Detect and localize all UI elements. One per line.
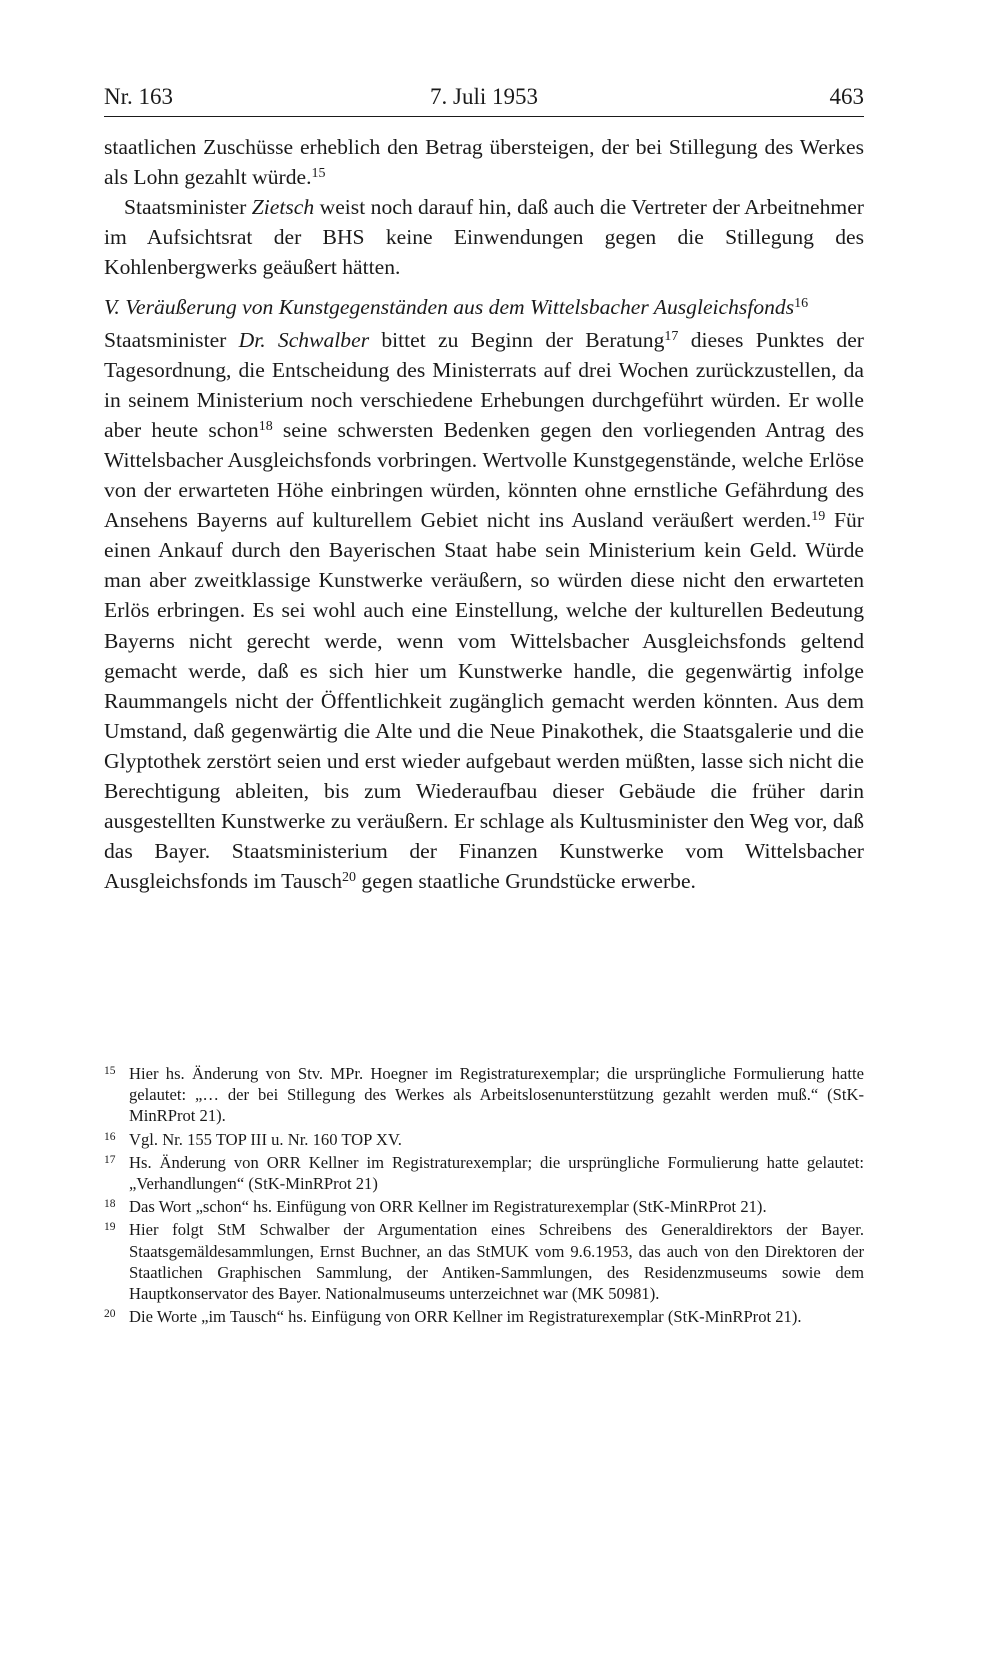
paragraph-1: staatlichen Zuschüsse erheblich den Betrag übersteigen, der bei Stillegung des Werkes als Lohn gezahlt würde.$^{15}$ bbox=[104, 135, 864, 190]
footnote-text: Das Wort „schon“ hs. Einfügung von ORR Kellner im Registraturexemplar (StK-MinRProt 21). bbox=[129, 1197, 767, 1217]
footnote-ref-20[interactable]: 20 bbox=[342, 870, 356, 886]
footnote-ref-18[interactable]: 18 bbox=[258, 418, 273, 434]
body-text bbox=[104, 132, 864, 896]
footnotes bbox=[104, 1063, 864, 1329]
footnote-ref-19[interactable]: 19 bbox=[811, 509, 826, 525]
footnote-19 bbox=[104, 1219, 864, 1304]
paragraph-2: Staatsminister Zietsch weist noch darauf hin, daß auch die Vertreter der Arbeitnehmer im Aufsichtsrat der BHS keine Einwendungen gegen die Stillegung des Kohlenbergwerks geäußert hätten. bbox=[104, 195, 864, 280]
footnote-17 bbox=[104, 1152, 864, 1194]
footnote-text: Hs. Änderung von ORR Kellner im Registraturexemplar; die ursprüngliche Formulierung hatte gelautet: „Verhandlungen“ (StK-MinRProt 21) bbox=[129, 1152, 864, 1194]
footnote-ref-17[interactable]: 17 bbox=[664, 328, 679, 344]
footnote-number: 17 bbox=[104, 1153, 116, 1166]
footnote-number: 15 bbox=[104, 1065, 116, 1077]
section-heading: V. Veräußerung von Kunstgegenständen aus dem Wittelsbacher Ausgleichsfonds$^{16}$ bbox=[104, 295, 809, 320]
document-date: 7. Juli 1953 bbox=[430, 84, 538, 109]
footnote-16 bbox=[104, 1129, 864, 1150]
footnote-number: 18 bbox=[104, 1198, 116, 1211]
footnote-ref-15[interactable]: 15 bbox=[311, 166, 326, 182]
speaker-name: Dr. Schwalber bbox=[238, 327, 370, 352]
page bbox=[104, 78, 864, 896]
footnote-20 bbox=[104, 1306, 864, 1327]
footnote-number: 19 bbox=[104, 1221, 116, 1234]
footnote-text: Hier hs. Änderung von Stv. MPr. Hoegner im Registraturexemplar; die ursprüngliche Formulierung hatte gelautet: „… der bei Stillegung des Werkes als Arbeitslosenunterstützung gezahlt werden muß.“ (StK-MinRProt 21). bbox=[129, 1064, 864, 1126]
footnote-text: Vgl. Nr. 155 TOP III u. Nr. 160 TOP XV. bbox=[129, 1129, 402, 1149]
paragraph-3: Staatsminister Dr. Schwalber bittet zu Beginn der Beratung$^{17}$ dieses Punktes der Tagesordnung, die Entscheidung des Ministerrats auf drei Wochen zurückzustellen, da in seinem Ministerium noch verschiedene Erhebungen durchgeführt würden. Er wolle aber heute schon$^{18}$ seine schwersten Bedenken gegen den vorliegenden Antrag des Wittelsbacher Ausgleichsfonds vorbringen. Wertvolle Kunstgegenstände, welche Erlöse von der erwarteten Höhe einbringen würden, könnten ohne ernstliche Gefährdung des Ansehens Bayerns auf kulturellem Gebiet nicht ins Ausland veräußert werden.$^{19}$ Für einen Ankauf durch den Bayerischen Staat habe sein Ministerium kein Geld. Würde man aber zweitklassige Kunstwerke veräußern, so würden diese nicht den erwarteten Erlös erbringen. Es sei wohl auch eine Einstellung, welche der kulturellen Bedeutung Bayerns nicht gerecht werde, wenn vom Wittelsbacher Ausgleichsfonds geltend gemacht werde, daß es sich hier um Kunstwerke handle, die gegenwärtig infolge Raummangels nicht der Öffentlichkeit zugänglich gemacht werden könnten. Aus dem Umstand, daß gegenwärtig die Alte und die Neue Pinakothek, die Staatsgalerie und die Glyptothek zerstört seien und erst wieder aufgebaut werden müßten, lasse sich nicht die Berechtigung ableiten, bis zum Wiederaufbau dieser Gebäude die früher darin ausgestellten Kunstwerke zu veräußern. Er schlage als Kultusminister den Weg vor, daß das Bayer. Staatsministerium der Finanzen Kunstwerke vom Wittelsbacher Ausgleichsfonds im Tausch$^{20}$ gegen staatliche Grundstücke erwerbe. bbox=[104, 327, 864, 894]
footnote-text: Hier folgt StM Schwalber der Argumentation eines Schreibens des Generaldirektors der Bayer. Staatsgemäldesammlungen, Ernst Buchner, an das StMUK vom 9.6.1953, das auch von den Direktoren der Staatlichen Graphischen Sammlung, der Antiken-Sammlungen, des Residenzmuseums sowie dem Hauptkonservator des Bayer. Nationalmuseums unterzeichnet war (MK 50981). bbox=[129, 1220, 864, 1304]
footnote-18 bbox=[104, 1196, 864, 1217]
speaker-name: Zietsch bbox=[251, 195, 315, 220]
footnote-15 bbox=[104, 1063, 864, 1127]
footnote-number: 20 bbox=[104, 1308, 116, 1321]
footnote-ref-16[interactable]: 16 bbox=[794, 296, 809, 312]
footnote-text: Die Worte „im Tausch“ hs. Einfügung von ORR Kellner im Registraturexemplar (StK-MinRProt 21). bbox=[129, 1307, 802, 1327]
running-head bbox=[104, 78, 864, 117]
footnote-number: 16 bbox=[104, 1130, 116, 1143]
page-number: 463 bbox=[829, 84, 864, 109]
document-number: Nr. 163 bbox=[104, 84, 173, 109]
